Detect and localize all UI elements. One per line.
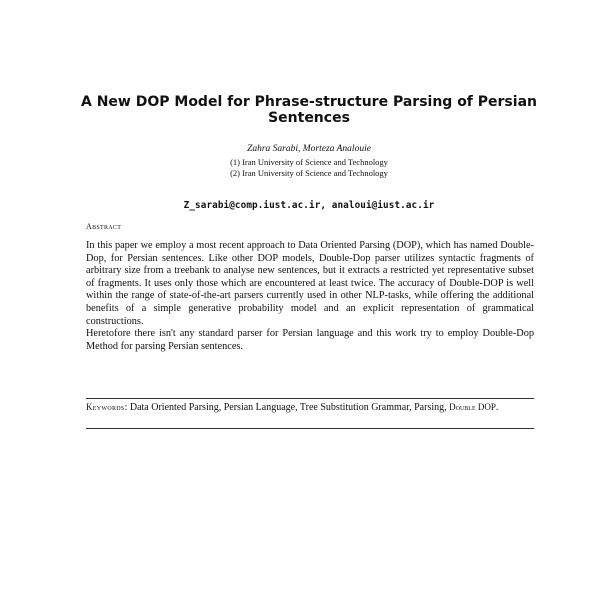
keywords-last: Double DOP: [449, 402, 496, 412]
abstract-paragraph: In this paper we employ a most recent approach to Data Oriented Parsing (DOP), which has named Double-Dop, for Persian sentences. Like other DOP models, Double-Dop parser utilizes syntactic fragments of arbitrary size from a treebank to analyse new sentences, but it extracts a restricted yet representative subset of fragments. It uses only those which are encountered at least twice. The accuracy of Double-DOP is well within the range of state-of-the-art parsers currently used in other NLP-tasks, while offering the additional benefits of a simple generative probability model and an explicit representation of grammatical constructions.: [86, 240, 534, 327]
keywords-end: .: [495, 402, 499, 413]
author-names: Zahra Sarabi, Morteza Analouie: [247, 144, 371, 154]
keywords-text: : Data Oriented Parsing, Persian Language, Tree Substitution Grammar, Parsing,: [124, 402, 450, 413]
abstract-body: [86, 240, 534, 353]
keywords-top-rule: [86, 398, 534, 399]
paper-title: A New DOP Model for Phrase-structure Parsing of Persian Sentences: [81, 94, 537, 126]
keywords-block: [86, 401, 534, 414]
keywords-label: Keywords: [86, 402, 125, 412]
affiliation-1: (1) Iran University of Science and Technology: [230, 157, 388, 167]
abstract-paragraph: Heretofore there isn't any standard parser for Persian language and this work try to employ Double-Dop Method for parsing Persian sentences.: [86, 328, 534, 352]
keywords-bottom-rule: [86, 428, 534, 429]
abstract-heading: Abstract: [86, 222, 122, 231]
author-emails: Z_sarabi@comp.iust.ac.ir, analoui@iust.ac.ir: [183, 200, 435, 211]
affiliation-2: (2) Iran University of Science and Technology: [230, 168, 388, 178]
paper-page: [81, 0, 537, 600]
